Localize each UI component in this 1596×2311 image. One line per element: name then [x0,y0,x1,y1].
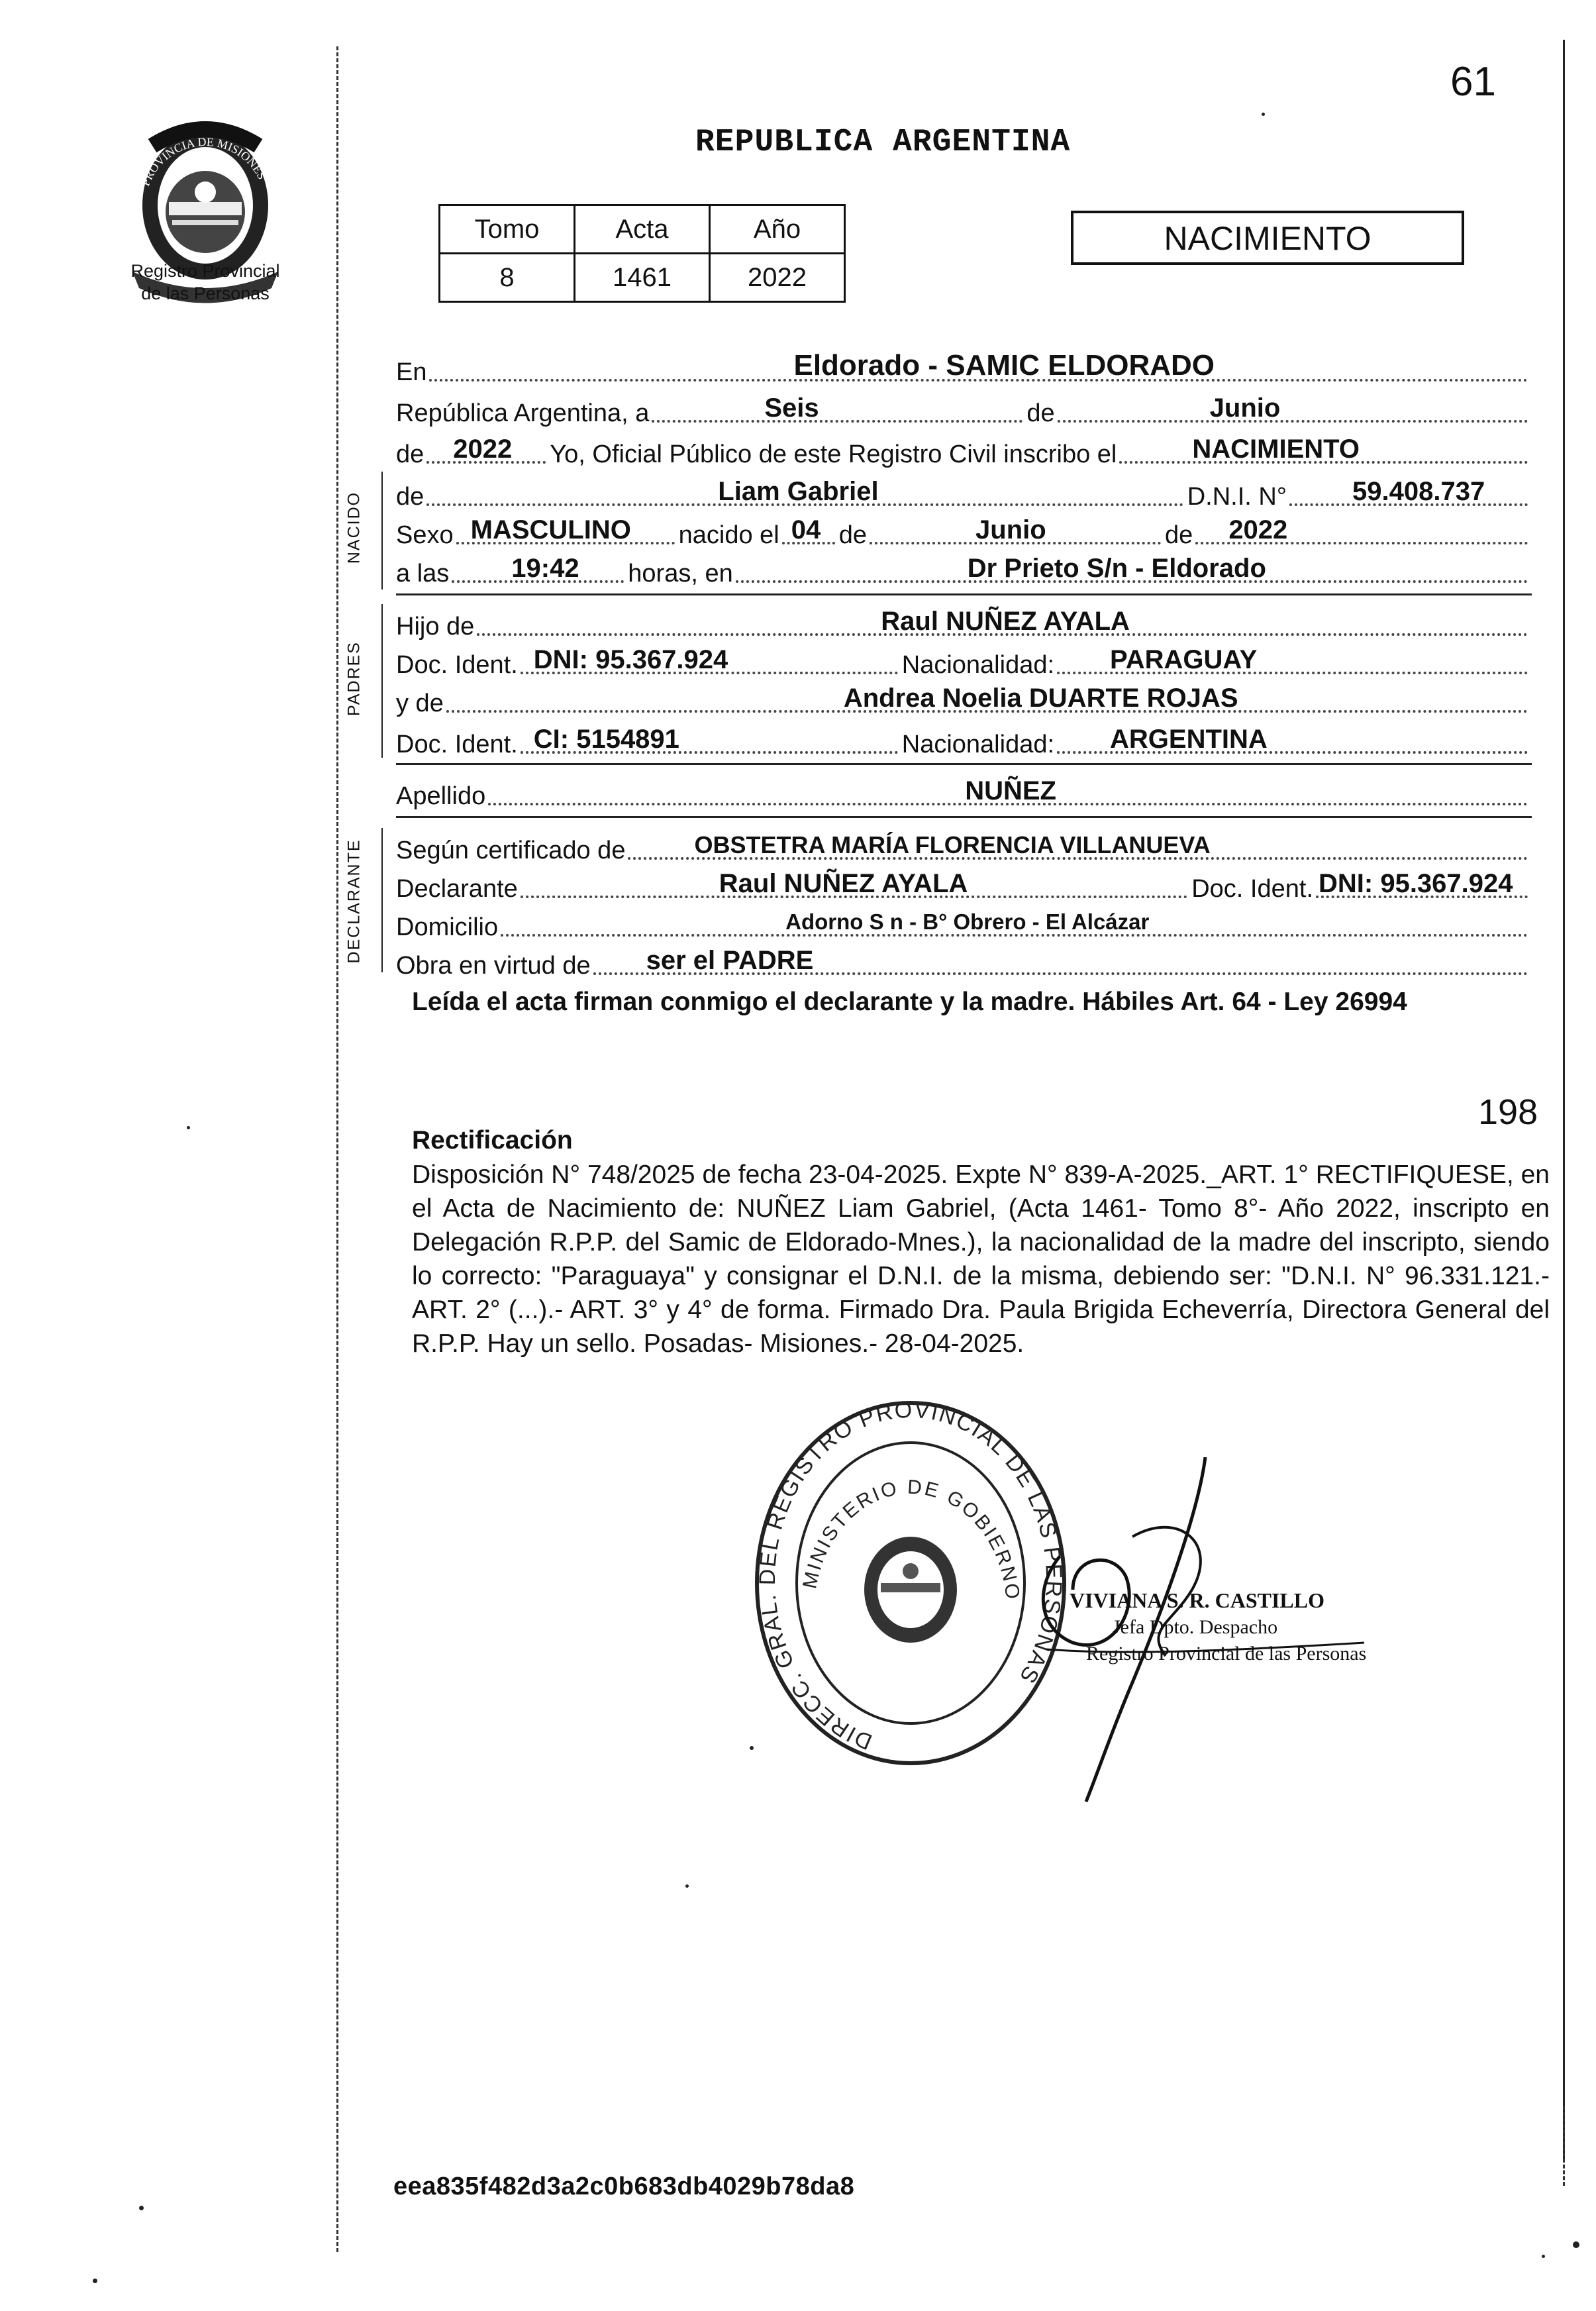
apellido-label: Apellido [396,782,486,810]
row-obra [396,946,1532,980]
certificado-field [628,828,1528,860]
rectification-title: Rectificación [412,1126,573,1155]
certificado-label: Según certificado de [396,837,626,864]
mother-nationality-field [1057,722,1528,754]
official-seal-stamp [745,1391,1076,1775]
logo-caption-line1: Registro Provincial [130,261,280,281]
de-year-label: de [396,440,424,468]
sexo-label: Sexo [396,521,454,549]
birth-address-field [736,551,1528,583]
year-field [426,432,546,464]
record-type-box: NACIMIENTO [1071,211,1464,265]
row-y-de [396,684,1532,718]
acta-header: Acta [575,205,710,254]
logo-caption [99,260,311,305]
birth-year-field [1195,513,1528,544]
separator-nacido [396,593,1532,595]
right-margin-line [1563,40,1565,2159]
tomo-value: 8 [440,254,575,302]
scan-speck [1542,2255,1545,2258]
declarante-doc-label: Doc. Ident. [1191,875,1313,903]
row-nacido-name [396,477,1532,511]
mother-nationality-label: Nacionalidad: [901,731,1055,758]
page-number: 61 [1450,59,1496,105]
row-en [396,349,1532,387]
birth-month-field [870,513,1161,544]
obra-field [593,943,1528,975]
scan-speck [139,2206,144,2210]
right-margin-line-lower [1563,2106,1565,2186]
father-nationality-value: PARAGUAY [1110,645,1258,674]
mother-doc-field [521,722,898,754]
declarante-doc-field [1316,866,1528,898]
row-father-doc [396,645,1532,680]
scan-speck [750,1746,754,1750]
signature-role: Jefa Dpto. Despacho [1113,1616,1278,1638]
birth-month-value: Junio [975,515,1046,544]
en-label: En [396,358,427,386]
closing-statement: Leída el acta firman conmigo el declarante y la madre. Hábiles Art. 64 - Ley 26994 [412,988,1407,1016]
birth-de-label-2: de [1165,521,1193,549]
father-doc-label: Doc. Ident. [396,651,518,679]
birth-day-field [782,513,835,544]
apellido-field [488,774,1528,805]
row-inscribe [396,435,1532,469]
month-value: Junio [1209,393,1281,423]
father-name-value: Raul NUÑEZ AYALA [881,607,1130,636]
place-field [429,350,1528,382]
child-name-field [426,474,1183,506]
tomo-header: Tomo [440,205,575,254]
a-las-label: a las [396,560,450,588]
de-label: de [1026,399,1055,427]
father-doc-field [521,642,898,674]
scan-speck [187,1126,190,1129]
birth-de-label: de [838,521,868,549]
hijo-de-label: Hijo de [396,613,475,641]
row-apellido [396,776,1532,811]
obra-label: Obra en virtud de [396,952,591,980]
seal-outer-text: DIRECC. GRAL. DEL REGISTRO PROVINCIAL DE LAS PERSONAS [754,1397,1067,1755]
row-republica [396,393,1532,428]
time-field [452,551,624,583]
father-name-field [477,604,1528,636]
scan-speck [685,1884,689,1888]
document-hash: eea835f482d3a2c0b683db4029b78da8 [393,2173,855,2200]
nacido-side-label: NACIDO [344,491,364,564]
domicilio-field [501,905,1528,937]
declarante-bracket [381,828,383,972]
country-title: REPUBLICA ARGENTINA [695,125,1071,160]
declarante-side-label: DECLARANTE [344,839,364,964]
nacido-el-label: nacido el [678,521,779,549]
sexo-field [456,513,675,544]
seal-inner-text: MINISTERIO DE GOBIERNO [799,1476,1024,1602]
scan-speck [1262,113,1265,116]
inscribe-field [1119,432,1528,464]
signature-office: Registro Provincial de las Personas [1086,1643,1367,1665]
row-hijo-de [396,607,1532,641]
obra-value: ser el PADRE [646,946,814,975]
y-de-label: y de [396,690,444,717]
registry-table [438,204,846,303]
time-value: 19:42 [511,554,579,583]
ano-value: 2022 [710,254,845,302]
acta-value: 1461 [575,254,710,302]
dni-label: D.N.I. N° [1187,483,1287,511]
republica-label: República Argentina, a [396,399,650,427]
logo-arc-text: PROVINCIA DE MISIONES [138,134,269,188]
scan-speck [93,2279,97,2283]
apellido-value: NUÑEZ [965,776,1056,805]
child-name-value: Liam Gabriel [718,477,879,506]
row-nacido-sexo [396,515,1532,550]
inscribe-label: Yo, Oficial Público de este Registro Civil inscribo el [550,440,1117,468]
row-mother-doc [396,725,1532,759]
ano-header: Año [710,205,845,254]
logo-caption-line2: de las Personas [141,283,270,303]
separator-apellido [396,816,1532,818]
sexo-value: MASCULINO [470,515,631,544]
father-nationality-label: Nacionalidad: [901,651,1055,679]
birth-day-value: 04 [791,515,821,544]
month-field [1058,391,1528,423]
mother-name-field [446,681,1528,713]
year-value: 2022 [453,435,513,464]
row-declarante [396,869,1532,903]
nacido-bracket [381,472,383,590]
birth-year-value: 2022 [1228,515,1288,544]
padres-side-label: PADRES [344,641,364,716]
row-certificado [396,831,1532,865]
declarante-doc-value: DNI: 95.367.924 [1319,869,1513,898]
birth-address-value: Dr Prieto S/n - Eldorado [967,554,1266,583]
nacido-de-label: de [396,483,424,511]
domicilio-value: Adorno S n - B° Obrero - El Alcázar [785,909,1150,934]
rectification-page-ref: 198 [1478,1092,1538,1132]
separator-padres [396,763,1532,765]
mother-name-value: Andrea Noelia DUARTE ROJAS [843,684,1238,713]
declarante-field [521,866,1187,898]
certificado-value: OBSTETRA MARÍA FLORENCIA VILLANUEVA [694,831,1211,858]
day-words-value: Seis [764,393,819,423]
row-nacido-time [396,554,1532,588]
father-nationality-field [1057,642,1528,674]
day-field [652,391,1022,423]
mother-doc-label: Doc. Ident. [396,731,518,758]
father-doc-value: DNI: 95.367.924 [533,645,728,674]
row-domicilio [396,907,1532,942]
inscribe-value: NACIMIENTO [1192,435,1360,464]
child-dni-value: 59.408.737 [1352,477,1485,506]
scan-speck [1573,2241,1579,2248]
declarante-value: Raul NUÑEZ AYALA [719,869,968,898]
left-margin-line [336,46,338,2252]
declarante-label: Declarante [396,875,518,903]
padres-bracket [381,604,383,758]
place-value: Eldorado - SAMIC ELDORADO [793,349,1215,382]
horas-label: horas, en [628,560,733,588]
rectification-text: Disposición N° 748/2025 de fecha 23-04-2025. Expte N° 839-A-2025._ART. 1° RECTIFIQUESE, en el Acta de Nacimiento de: NUÑEZ Liam Gabriel, (Acta 1461- Tomo 8°- Año 2022, inscripto en Delegación R.P.P. del Samic de Eldorado-Mnes.), la nacionalidad de la madre del inscripto, siendo lo correcto: "Paraguaya" y consignar el D.N.I. de la misma, debiendo ser: "D.N.I. N° 96.331.121.- ART. 2° (...).- ART. 3° y 4° de forma. Firmado Dra. Paula Brigida Echeverría, Directora General del R.P.P. Hay un sello. Posadas- Misiones.- 28-04-2025. [412,1160,1550,1358]
child-dni-field [1289,474,1528,506]
signature-name: VIVIANA S. R. CASTILLO [1070,1588,1324,1612]
mother-nationality-value: ARGENTINA [1110,725,1268,754]
mother-doc-value: CI: 5154891 [533,725,679,754]
domicilio-label: Domicilio [396,913,499,941]
